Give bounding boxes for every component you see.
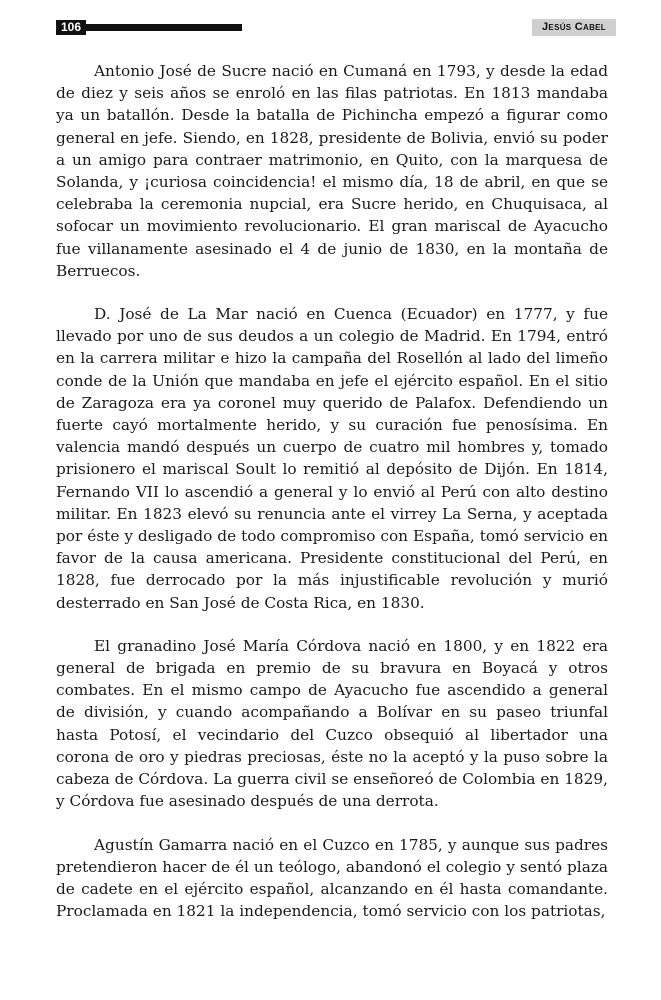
body-text bbox=[56, 60, 608, 943]
running-head-author: Jesús Cabel bbox=[532, 19, 616, 36]
paragraph-gamarra: Agustín Gamarra nació en el Cuzco en 1785, y aunque sus padres pretendieron hacer de él un teólogo, abandonó el colegio y sentó plaza de cadete en el ejército español, alcanzando en él hasta comandante. Proclamada en 1821 la independencia, tomó servicio con los patriotas, bbox=[56, 835, 608, 921]
header-rule bbox=[86, 24, 242, 31]
running-header bbox=[56, 16, 616, 38]
paragraph-sucre: Antonio José de Sucre nació en Cumaná en 1793, y desde la edad de diez y seis años se enroló en las filas patriotas. En 1813 mandaba ya un batallón. Desde la batalla de Pichincha empezó a figurar como general en jefe. Siendo, en 1828, presidente de Bolivia, envió su poder a un amigo para contraer matrimonio, en Quito, con la marquesa de Solanda, y ¡curiosa coincidencia! el mismo día, 18 de abril, en que se celebraba la ceremonia nupcial, era Sucre herido, en Chuquisaca, al sofocar un movimiento revolucionario. El gran mariscal de Ayacucho fue villanamente asesinado el 4 de junio de 1830, en la montaña de Berruecos. bbox=[56, 62, 608, 280]
paragraph-la-mar: D. José de La Mar nació en Cuenca (Ecuador) en 1777, y fue llevado por uno de sus deudos a un colegio de Madrid. En 1794, entró en la carrera militar e hizo la campaña del Rosellón al lado del limeño conde de la Unión que mandaba en jefe el ejército español. En el sitio de Zaragoza era ya coronel muy querido de Palafox. Defendiendo un fuerte cayó mortalmente herido, y su curación fue penosísima. En valencia mandó después un cuerpo de cuatro mil hombres y, tomado prisionero el mariscal Soult lo remitió al depósito de Dijón. En 1814, Fernando VII lo ascendió a general y lo envió al Perú con alto destino militar. En 1823 elevó su renuncia ante el virrey La Serna, y aceptada por éste y desligado de todo compromiso con España, tomó servicio en favor de la causa americana. Presidente constitucional del Perú, en 1828, fue derrocado por la más injustificable revolución y murió desterrado en San José de Costa Rica, en 1830. bbox=[56, 305, 608, 612]
page-number: 106 bbox=[56, 20, 86, 35]
paragraph-cordova: El granadino José María Córdova nació en 1800, y en 1822 era general de brigada en premio de su bravura en Boyacá y otros combates. En el mismo campo de Ayacucho fue ascendido a general de división, y cuando acompañando a Bolívar en su paseo triunfal hasta Potosí, el vecindario del Cuzco obsequió al libertador una corona de oro y piedras preciosas, éste no la aceptó y la puso sobre la cabeza de Córdova. La guerra civil se enseñoreó de Colombia en 1829, y Córdova fue asesinado después de una derrota. bbox=[56, 636, 608, 811]
